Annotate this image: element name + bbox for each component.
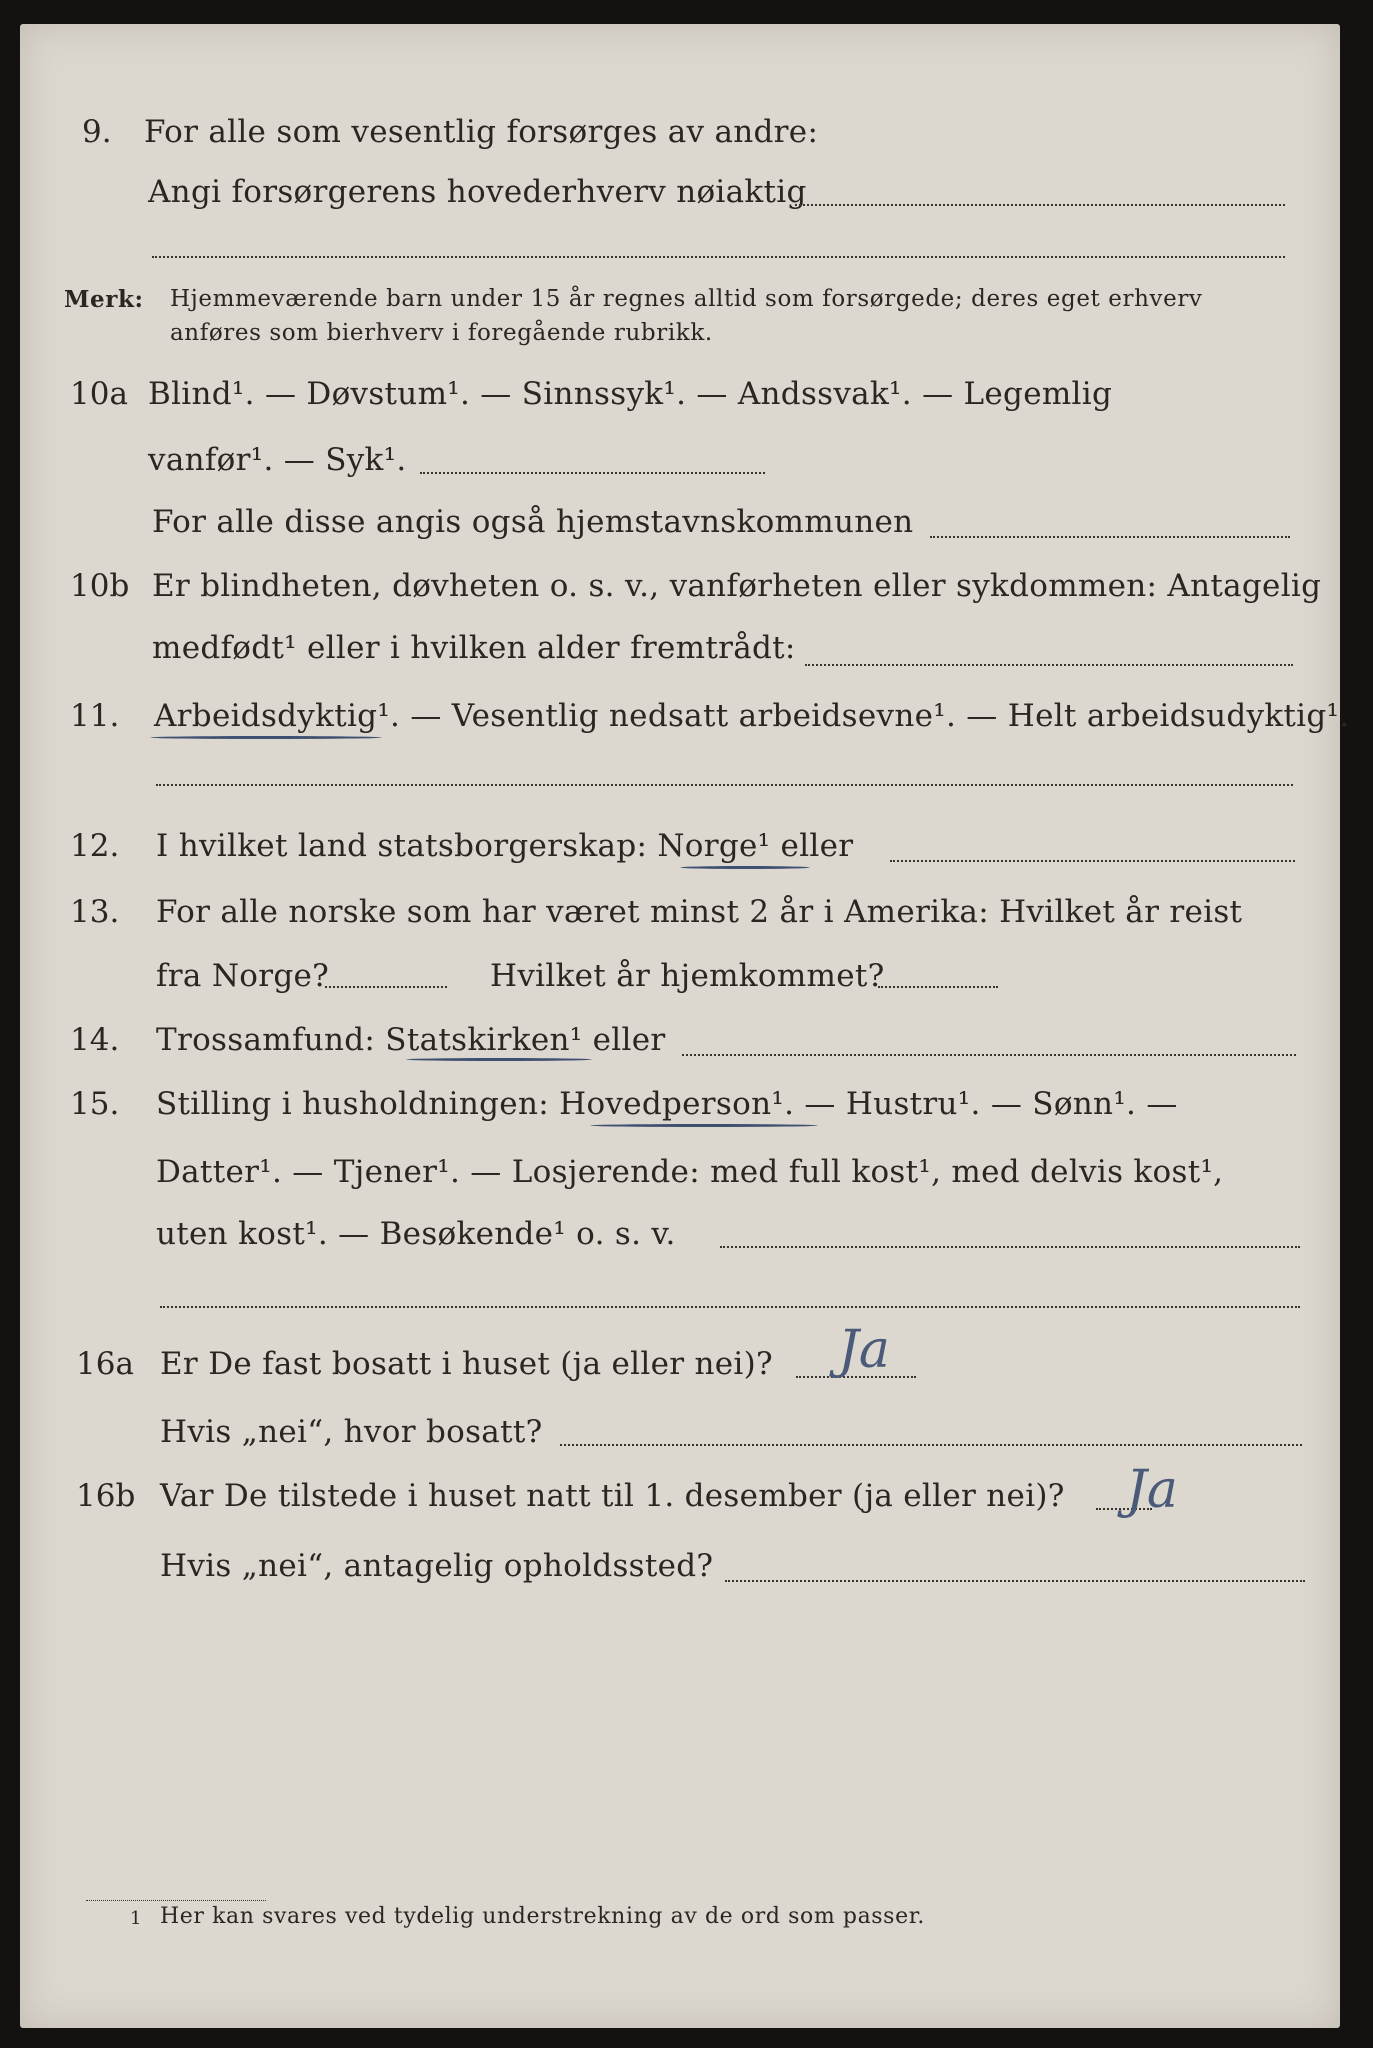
q10a-answer-line[interactable]: [420, 472, 765, 474]
q14-line1: Trossamfund: Statskirken¹ eller: [156, 1022, 666, 1058]
q15-number: 15.: [70, 1086, 120, 1122]
q16b-number: 16b: [76, 1478, 136, 1514]
q13-line2a: fra Norge?: [156, 958, 330, 994]
q11-number: 11.: [70, 698, 120, 734]
q15-answer-line-2[interactable]: [160, 1306, 1300, 1308]
q10a-number: 10a: [70, 376, 128, 412]
q12-handwritten-underline: [680, 866, 810, 869]
q11-answer-line[interactable]: [156, 784, 1293, 786]
q16b-whereabouts-line[interactable]: [725, 1580, 1305, 1582]
q15-line3: uten kost¹. — Besøkende¹ o. s. v.: [156, 1216, 676, 1252]
q9-answer-line-2[interactable]: [152, 256, 1285, 258]
q11-line1: Arbeidsdyktig¹. — Vesentlig nedsatt arbeidsevne¹. — Helt arbeidsudyktig¹.: [154, 698, 1350, 734]
q10b-number: 10b: [70, 568, 130, 604]
q10a-line2: vanfør¹. — Syk¹.: [148, 442, 407, 478]
q16a-line1: Er De fast bosatt i huset (ja eller nei)?: [160, 1346, 773, 1382]
merk-label: Merk:: [64, 286, 144, 313]
footnote-marker: 1: [130, 1908, 143, 1929]
q15-handwritten-underline: [590, 1124, 818, 1127]
q10a-hometown-line[interactable]: [930, 536, 1290, 538]
q13-departure-line[interactable]: [325, 986, 447, 988]
q9-number: 9.: [82, 114, 112, 150]
q13-line2b: Hvilket år hjemkommet?: [490, 958, 885, 994]
q14-number: 14.: [70, 1022, 120, 1058]
q15-line2: Datter¹. — Tjener¹. — Losjerende: med full kost¹, med delvis kost¹,: [156, 1154, 1224, 1190]
footnote-text: Her kan svares ved tydelig understrekning av de ord som passer.: [160, 1904, 925, 1929]
q16a-line2: Hvis „nei“, hvor bosatt?: [160, 1414, 543, 1450]
q9-answer-line[interactable]: [795, 204, 1285, 206]
merk-line1: Hjemmeværende barn under 15 år regnes alltid som forsørgede; deres eget erhverv: [170, 286, 1203, 312]
q10a-line3: For alle disse angis også hjemstavnskommunen: [152, 504, 914, 540]
q10b-line1: Er blindheten, døvheten o. s. v., vanførheten eller sykdommen: Antagelig: [152, 568, 1322, 604]
q10b-answer-line[interactable]: [805, 664, 1293, 666]
q16a-number: 16a: [76, 1346, 134, 1382]
q9-line1: For alle som vesentlig forsørges av andre:: [144, 114, 819, 150]
q14-handwritten-underline: [406, 1058, 592, 1061]
q12-answer-line[interactable]: [890, 860, 1295, 862]
q16b-handwritten-answer: Ja: [1126, 1460, 1178, 1520]
q11-handwritten-underline: [150, 736, 382, 739]
q13-return-line[interactable]: [878, 986, 998, 988]
q9-line2: Angi forsørgerens hovederhverv nøiaktig: [148, 174, 807, 210]
q12-line1: I hvilket land statsborgerskap: Norge¹ eller: [156, 828, 854, 864]
q13-number: 13.: [70, 894, 120, 930]
q13-line1: For alle norske som har været minst 2 år i Amerika: Hvilket år reist: [156, 894, 1243, 930]
census-form-page: [20, 24, 1350, 2028]
q10a-line1: Blind¹. — Døvstum¹. — Sinnssyk¹. — Andssvak¹. — Legemlig: [148, 376, 1113, 412]
footnote-rule: [86, 1900, 266, 1901]
q12-number: 12.: [70, 828, 120, 864]
q10b-line2: medfødt¹ eller i hvilken alder fremtrådt:: [152, 630, 796, 666]
merk-line2: anføres som bierhverv i foregående rubrikk.: [170, 320, 713, 346]
q16b-line1: Var De tilstede i huset natt til 1. desember (ja eller nei)?: [160, 1478, 1065, 1514]
q16b-line2: Hvis „nei“, antagelig opholdssted?: [160, 1548, 714, 1584]
q15-line1: Stilling i husholdningen: Hovedperson¹. — Hustru¹. — Sønn¹. —: [156, 1086, 1178, 1122]
q15-answer-line[interactable]: [720, 1246, 1300, 1248]
q16a-handwritten-answer: Ja: [838, 1320, 890, 1380]
q14-answer-line[interactable]: [682, 1054, 1296, 1056]
q16a-residence-line[interactable]: [560, 1444, 1302, 1446]
